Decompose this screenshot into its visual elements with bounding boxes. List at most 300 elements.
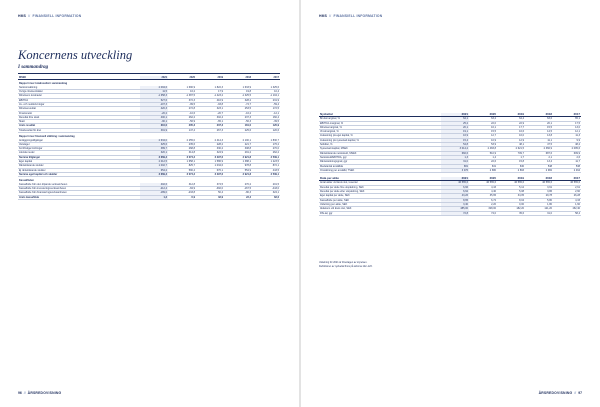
row-label: Resultat per aktie före utspädning, SEK: [319, 185, 441, 189]
year-header: 2017: [252, 76, 280, 80]
row-label: Varulager: [18, 142, 140, 146]
left-footer: [18, 391, 61, 395]
row-label: Totalresultat för året: [18, 128, 140, 132]
row-value: 17,9: [196, 90, 224, 94]
row-value: 1,60: [553, 202, 581, 206]
row-value: 2,61: [553, 185, 581, 189]
row-value: 31,0: [525, 211, 553, 215]
row-value: 237,3: [196, 124, 224, 128]
row-value: 15,5: [525, 125, 553, 129]
row-value: 2 539,1: [252, 155, 280, 159]
page-title: Koncernens utveckling: [18, 48, 133, 62]
section-title: Rapport över totalresultat i sammandrag: [19, 82, 68, 86]
year-header: 2020: [469, 113, 497, 117]
row-value: 13,8: [525, 134, 553, 138]
row-value: 420,3: [140, 107, 168, 111]
row-value: 3 014,2: [441, 147, 469, 151]
row-value: -16,2: [224, 111, 252, 115]
row-label: Årets kassaflöde: [18, 195, 140, 199]
row-value: 978,8: [224, 164, 252, 168]
row-value: 2 414,3: [196, 139, 224, 143]
row-label: Soliditet, %: [319, 143, 441, 147]
row-value: -90,1: [140, 120, 168, 124]
row-value: 2,6: [553, 155, 581, 159]
row-value: 1 002,7: [140, 164, 168, 168]
year-header: 2017: [553, 177, 581, 181]
row-label: Omsättning per anställd, TSEK: [319, 168, 441, 172]
row-value: 46 565,6: [553, 181, 581, 185]
row-value: 1 223,5: [252, 160, 280, 164]
row-label: Kassaflöde per aktie, SEK: [319, 198, 441, 202]
row-value: 160,4: [252, 115, 280, 119]
row-label: Årets resultat: [18, 124, 140, 128]
row-value: 58,4: [553, 211, 581, 215]
right-footer: [539, 391, 582, 395]
row-value: 65,1: [553, 117, 581, 121]
row-value: 2 982: [525, 168, 553, 172]
row-value: 654,2: [140, 168, 168, 172]
row-label: Av- och nedskrivningar: [18, 102, 140, 106]
row-label: Rörelseresultat: [18, 107, 140, 111]
row-value: -84,9: [168, 186, 196, 190]
brand-name: HMS: [18, 14, 27, 18]
row-label: Resultat per aktie efter utspädning, SEK: [319, 190, 441, 194]
row-label: EBITDA-marginal, %: [319, 121, 441, 125]
footer-separator: //: [23, 391, 26, 395]
row-value: 1 034,6: [196, 164, 224, 168]
row-value: 8,04: [497, 198, 525, 202]
row-value: 3,86: [525, 190, 553, 194]
row-value: 3 297,6: [196, 172, 224, 176]
row-label: Utdelning per aktie, SEK: [319, 202, 441, 206]
row-value: 5,08: [497, 190, 525, 194]
year-header: 2018: [224, 76, 252, 80]
row-value: 14,5: [525, 130, 553, 134]
row-label: Vinstmarginal, %: [319, 130, 441, 134]
row-value: 53,9: [469, 143, 497, 147]
row-value: -56,9: [168, 120, 196, 124]
row-value: 2,60: [553, 190, 581, 194]
row-value: 221,7: [224, 142, 252, 146]
row-value: -233,8: [168, 191, 196, 195]
row-value: 3,40: [441, 202, 469, 206]
row-value: 4,40: [469, 190, 497, 194]
brand-name: HMS: [319, 14, 328, 18]
footnote-2: Definitioner av nyckeltal finns på sidorna 122–123.: [319, 265, 373, 268]
row-value: 3 076: [441, 168, 469, 172]
row-value: 6,72: [469, 198, 497, 202]
section-title: Rapport över finansiell ställning i sammandrag: [19, 135, 75, 139]
row-value: 4,33: [553, 198, 581, 202]
table-row: [18, 195, 280, 199]
row-value: 32,9: [196, 195, 224, 199]
key-figures-table: [319, 113, 581, 216]
row-value: 46 565,6: [469, 181, 497, 185]
row-label: Eget kapital: [18, 160, 140, 164]
row-value: 1,3: [441, 155, 469, 159]
row-value: 272,8: [168, 107, 196, 111]
row-value: 64,1: [441, 117, 469, 121]
row-value: 9,9: [553, 138, 581, 142]
header-separator: //: [329, 14, 332, 18]
row-value: 262,2: [168, 115, 196, 119]
row-label: Anläggningstillgångar: [18, 139, 140, 143]
row-value: 74,0: [469, 211, 497, 215]
row-value: 15,4: [441, 138, 469, 142]
row-value: 4,43: [469, 185, 497, 189]
row-value: -39,5: [252, 120, 280, 124]
row-value: 1 325,6: [252, 86, 280, 90]
row-value: 681: [441, 164, 469, 168]
row-value: 147,4: [168, 128, 196, 132]
row-value: -1 423,2: [196, 94, 224, 98]
row-value: 181,0: [224, 124, 252, 128]
row-label: Sysselsatt kapital, MSEK: [319, 147, 441, 151]
row-value: 20,1: [525, 121, 553, 125]
header-section: FINANSIELL INFORMATION: [333, 14, 383, 18]
row-value: 46 565,6: [441, 181, 469, 185]
row-value: 63,6: [525, 117, 553, 121]
row-value: 228,2: [196, 142, 224, 146]
unit-label: MSEK: [18, 76, 140, 80]
row-value: -1 104,1: [252, 94, 280, 98]
row-value: 19,1: [441, 130, 469, 134]
row-value: 225,6: [224, 128, 252, 132]
row-value: 11,5: [140, 90, 168, 94]
row-value: 709,7: [497, 151, 525, 155]
row-value: 312,8: [168, 183, 196, 187]
row-label: Kassaflöde från finansieringsverksamheten: [18, 191, 140, 195]
row-label: Avkastning på sysselsatt kapital, %: [319, 138, 441, 142]
row-value: 389,7: [140, 147, 168, 151]
row-value: -20,2: [140, 111, 168, 115]
row-value: 63,2: [469, 117, 497, 121]
row-label: Finansnetto: [18, 111, 140, 115]
row-value: -1 325,5: [224, 94, 252, 98]
section-title: Kassaflöden: [19, 179, 34, 183]
row-label: Summa eget kapital och skulder: [18, 172, 140, 176]
row-value: 682,6: [441, 151, 469, 155]
row-value: 2 921,8: [224, 172, 252, 176]
row-value: 2 366,9: [525, 147, 553, 151]
row-value: 609,9: [553, 151, 581, 155]
row-value: 205,3: [168, 124, 196, 128]
row-value: 554,9: [224, 168, 252, 172]
footer-separator: //: [574, 391, 577, 395]
row-label: Nettoomsättning: [18, 86, 140, 90]
row-value: 328,00: [469, 207, 497, 211]
row-label: Resultat före skatt: [18, 115, 140, 119]
table-row: [319, 211, 581, 215]
row-value: -392,0: [196, 186, 224, 190]
row-value: 302,4: [196, 115, 224, 119]
header-section: FINANSIELL INFORMATION: [32, 14, 82, 18]
row-value: 0,00: [497, 202, 525, 206]
year-header: 2021: [441, 177, 469, 181]
row-value: 548: [525, 164, 553, 168]
row-value: 2,1: [525, 155, 553, 159]
right-running-header: [319, 14, 382, 18]
row-value: 22,9: [497, 121, 525, 125]
row-value: -212,4: [140, 186, 168, 190]
row-value: 416,9: [196, 98, 224, 102]
row-value: 374,5: [196, 183, 224, 187]
row-label: Medelantal anställda: [319, 164, 441, 168]
row-label: Skatt: [18, 120, 140, 124]
row-value: 527,6: [140, 98, 168, 102]
row-value: 1 658,1: [168, 160, 196, 164]
row-value: 54,8: [441, 143, 469, 147]
row-value: 3 297,6: [196, 155, 224, 159]
row-value: 1,7: [497, 155, 525, 159]
row-value: 3 074,2: [168, 155, 196, 159]
row-value: 8,65: [441, 198, 469, 202]
row-value: 34,05: [497, 194, 525, 198]
row-value: 11,1: [525, 138, 553, 142]
row-label: Eget kapital per aktie, SEK: [319, 194, 441, 198]
row-value: 121,20: [525, 207, 553, 211]
group-title: Data per aktie: [319, 177, 441, 181]
row-value: 13,0: [553, 125, 581, 129]
row-value: -1 658,3: [140, 94, 168, 98]
row-label: Räntebärande skulder: [18, 164, 140, 168]
row-value: 1 633,9: [224, 86, 252, 90]
row-value: 2 012,5: [140, 160, 168, 164]
row-value: 231,9: [252, 98, 280, 102]
row-value: 538: [553, 164, 581, 168]
row-value: -80,3: [224, 191, 252, 195]
year-header: 2019: [497, 177, 525, 181]
row-value: 253,5: [224, 107, 252, 111]
row-value: 330,2: [196, 147, 224, 151]
row-value: 2 483,8: [469, 147, 497, 151]
row-value: 291,2: [224, 151, 252, 155]
row-value: 2 921,8: [224, 155, 252, 159]
row-value: 687,6: [525, 151, 553, 155]
row-value: 1 388,1: [224, 160, 252, 164]
row-value: 485,00: [441, 207, 469, 211]
row-value: 2 621,5: [497, 147, 525, 151]
row-value: 400,1: [140, 115, 168, 119]
row-value: 46 565,6: [525, 181, 553, 185]
row-value: 11,3: [553, 134, 581, 138]
row-label: P/E-tal, ggr: [319, 211, 441, 215]
row-value: -56,3: [224, 120, 252, 124]
row-value: 1,80: [525, 202, 553, 206]
row-value: 12,9: [497, 138, 525, 142]
row-value: 176,2: [252, 142, 280, 146]
row-value: 631: [469, 164, 497, 168]
row-value: 2 893: [497, 168, 525, 172]
row-value: 1 586,9: [196, 160, 224, 164]
row-value: 3 074,2: [168, 172, 196, 176]
row-label: Nettoskuld/EBITDA, ggr: [319, 155, 441, 159]
row-value: 72,8: [441, 211, 469, 215]
header-separator: //: [28, 14, 31, 18]
row-value: 1,2: [140, 195, 168, 199]
row-value: 2 095,6: [553, 147, 581, 151]
row-value: 182,20: [497, 207, 525, 211]
row-value: 1 690,9: [168, 86, 196, 90]
row-value: 16,9: [441, 134, 469, 138]
row-value: 3 669,4: [140, 172, 168, 176]
row-value: 270,2: [224, 183, 252, 187]
row-value: -10,6: [168, 111, 196, 115]
row-value: 402,6: [140, 183, 168, 187]
right-page-number: 97: [578, 391, 582, 395]
row-value: 172,5: [252, 107, 280, 111]
year-header: 2021: [140, 76, 168, 80]
row-value: 22,4: [224, 195, 252, 199]
row-value: 25,2: [441, 121, 469, 125]
year-header: 2019: [497, 113, 525, 117]
row-value: 676,1: [196, 168, 224, 172]
row-value: 510,9: [469, 151, 497, 155]
row-value: 391,9: [140, 128, 168, 132]
row-value: 5,12: [497, 185, 525, 189]
year-header: 2020: [469, 177, 497, 181]
row-value: 2,20: [469, 202, 497, 206]
report-name: ÅRSREDOVISNING: [538, 391, 573, 395]
row-value: 10,4: [252, 90, 280, 94]
row-value: -167,5: [224, 186, 252, 190]
row-value: 19,8: [224, 90, 252, 94]
left-running-header: [18, 14, 81, 18]
row-label: Kassaflöde från investeringsverksamheten: [18, 186, 140, 190]
row-value: 1 822,3: [196, 86, 224, 90]
row-label: Bruttomarginal, %: [319, 117, 441, 121]
row-value: 308,8: [224, 147, 252, 151]
row-value: 5,80: [525, 198, 553, 202]
row-value: 35,65: [469, 194, 497, 198]
row-value: 16,1: [469, 125, 497, 129]
row-value: 120,6: [252, 128, 280, 132]
year-header: 2018: [525, 113, 553, 117]
row-value: -5,9: [168, 195, 196, 199]
row-value: 15,8: [497, 160, 525, 164]
row-value: 325,6: [140, 142, 168, 146]
row-label: Kortfristiga fordringar: [18, 147, 140, 151]
row-value: 268,8: [168, 147, 196, 151]
year-header: 2017: [553, 113, 581, 117]
subtitle-rule: [18, 73, 280, 74]
row-value: 16,0: [497, 134, 525, 138]
row-value: 2 094,6: [140, 86, 168, 90]
row-value: 15,5: [469, 130, 497, 134]
row-value: 46 565,6: [497, 181, 525, 185]
row-value: 82,6: [252, 195, 280, 199]
row-value: -93,8: [196, 102, 224, 106]
row-value: 2 539,1: [252, 172, 280, 176]
row-label: Räntebärande nettoskuld, MSEK: [319, 151, 441, 155]
row-value: 372,3: [168, 98, 196, 102]
row-value: 31,0: [441, 160, 469, 164]
row-label: EBITDA: [18, 98, 140, 102]
row-value: 310,0: [140, 124, 168, 128]
row-value: 16,2: [168, 90, 196, 94]
row-label: Ej räntebärande skulder: [18, 168, 140, 172]
row-value: 2 100,1: [224, 139, 252, 143]
year-header: 2018: [525, 177, 553, 181]
footnote-1: Utdelning för 2021 är föreslagen av styrelsen.: [319, 261, 368, 264]
row-value: -99,5: [168, 102, 196, 106]
row-value: 630: [497, 164, 525, 168]
group-title: Nyckeltal: [319, 113, 441, 117]
row-value: 2 634,0: [140, 139, 168, 143]
row-value: 22,0: [469, 121, 497, 125]
row-value: -65,1: [196, 120, 224, 124]
row-value: -74,7: [224, 102, 252, 106]
row-value: 48,1: [497, 143, 525, 147]
row-value: 11,7: [553, 160, 581, 164]
row-value: 43,26: [441, 194, 469, 198]
row-value: -443,0: [252, 186, 280, 190]
row-value: 2 680: [469, 168, 497, 172]
row-value: 201,5: [252, 183, 280, 187]
financial-summary-table: [18, 76, 280, 200]
row-value: 64,4: [497, 117, 525, 121]
row-value: 48,2: [553, 143, 581, 147]
row-value: 6,66: [441, 185, 469, 189]
row-value: 3,91: [525, 185, 553, 189]
year-header: 2021: [441, 113, 469, 117]
row-label: Aktiekurs vid årets slut, SEK: [319, 207, 441, 211]
row-value: 320,1: [140, 151, 168, 155]
row-label: Övriga rörelseintäkter: [18, 90, 140, 94]
row-label: Rörelsens kostnader: [18, 94, 140, 98]
left-page-number: 96: [18, 391, 22, 395]
row-value: -20,7: [196, 111, 224, 115]
row-value: -12,1: [252, 111, 280, 115]
row-value: 20,1: [441, 125, 469, 129]
left-page: [0, 0, 299, 407]
row-value: -59,4: [252, 102, 280, 106]
row-value: 235,6: [168, 142, 196, 146]
row-value: 13,4: [525, 160, 553, 164]
row-value: 872,1: [252, 164, 280, 168]
row-value: 26,28: [553, 194, 581, 198]
row-label: Avkastning på eget kapital, %: [319, 134, 441, 138]
row-value: 50,4: [196, 191, 224, 195]
year-header: 2020: [168, 76, 196, 80]
row-value: 3 669,4: [140, 155, 168, 159]
row-value: 10,9: [469, 138, 497, 142]
row-value: 825,7: [168, 164, 196, 168]
row-value: 29,78: [525, 194, 553, 198]
report-name: ÅRSREDOVISNING: [27, 391, 62, 395]
row-label: Likvida medel: [18, 151, 140, 155]
row-value: 22,6: [469, 160, 497, 164]
row-value: -1 387,5: [168, 94, 196, 98]
row-label: Antal aktier vid årets slut, tusental: [319, 181, 441, 185]
row-value: 2 464: [553, 168, 581, 172]
row-value: 324,9: [196, 151, 224, 155]
row-value: 324,1: [252, 191, 280, 195]
row-value: 314,8: [168, 151, 196, 155]
row-value: 590,4: [168, 168, 196, 172]
page-subtitle: I sammandrag: [18, 65, 49, 70]
row-value: 1,4: [469, 155, 497, 159]
row-value: -189,0: [140, 191, 168, 195]
row-label: Räntetäckningsgrad, ggr: [319, 160, 441, 164]
row-value: 35,6: [497, 211, 525, 215]
row-value: 17,7: [497, 125, 525, 129]
row-value: 16,6: [497, 130, 525, 134]
row-label: Summa tillgångar: [18, 155, 140, 159]
row-value: -107,3: [140, 102, 168, 106]
row-value: 12,1: [553, 130, 581, 134]
row-value: 1 830,7: [252, 139, 280, 143]
